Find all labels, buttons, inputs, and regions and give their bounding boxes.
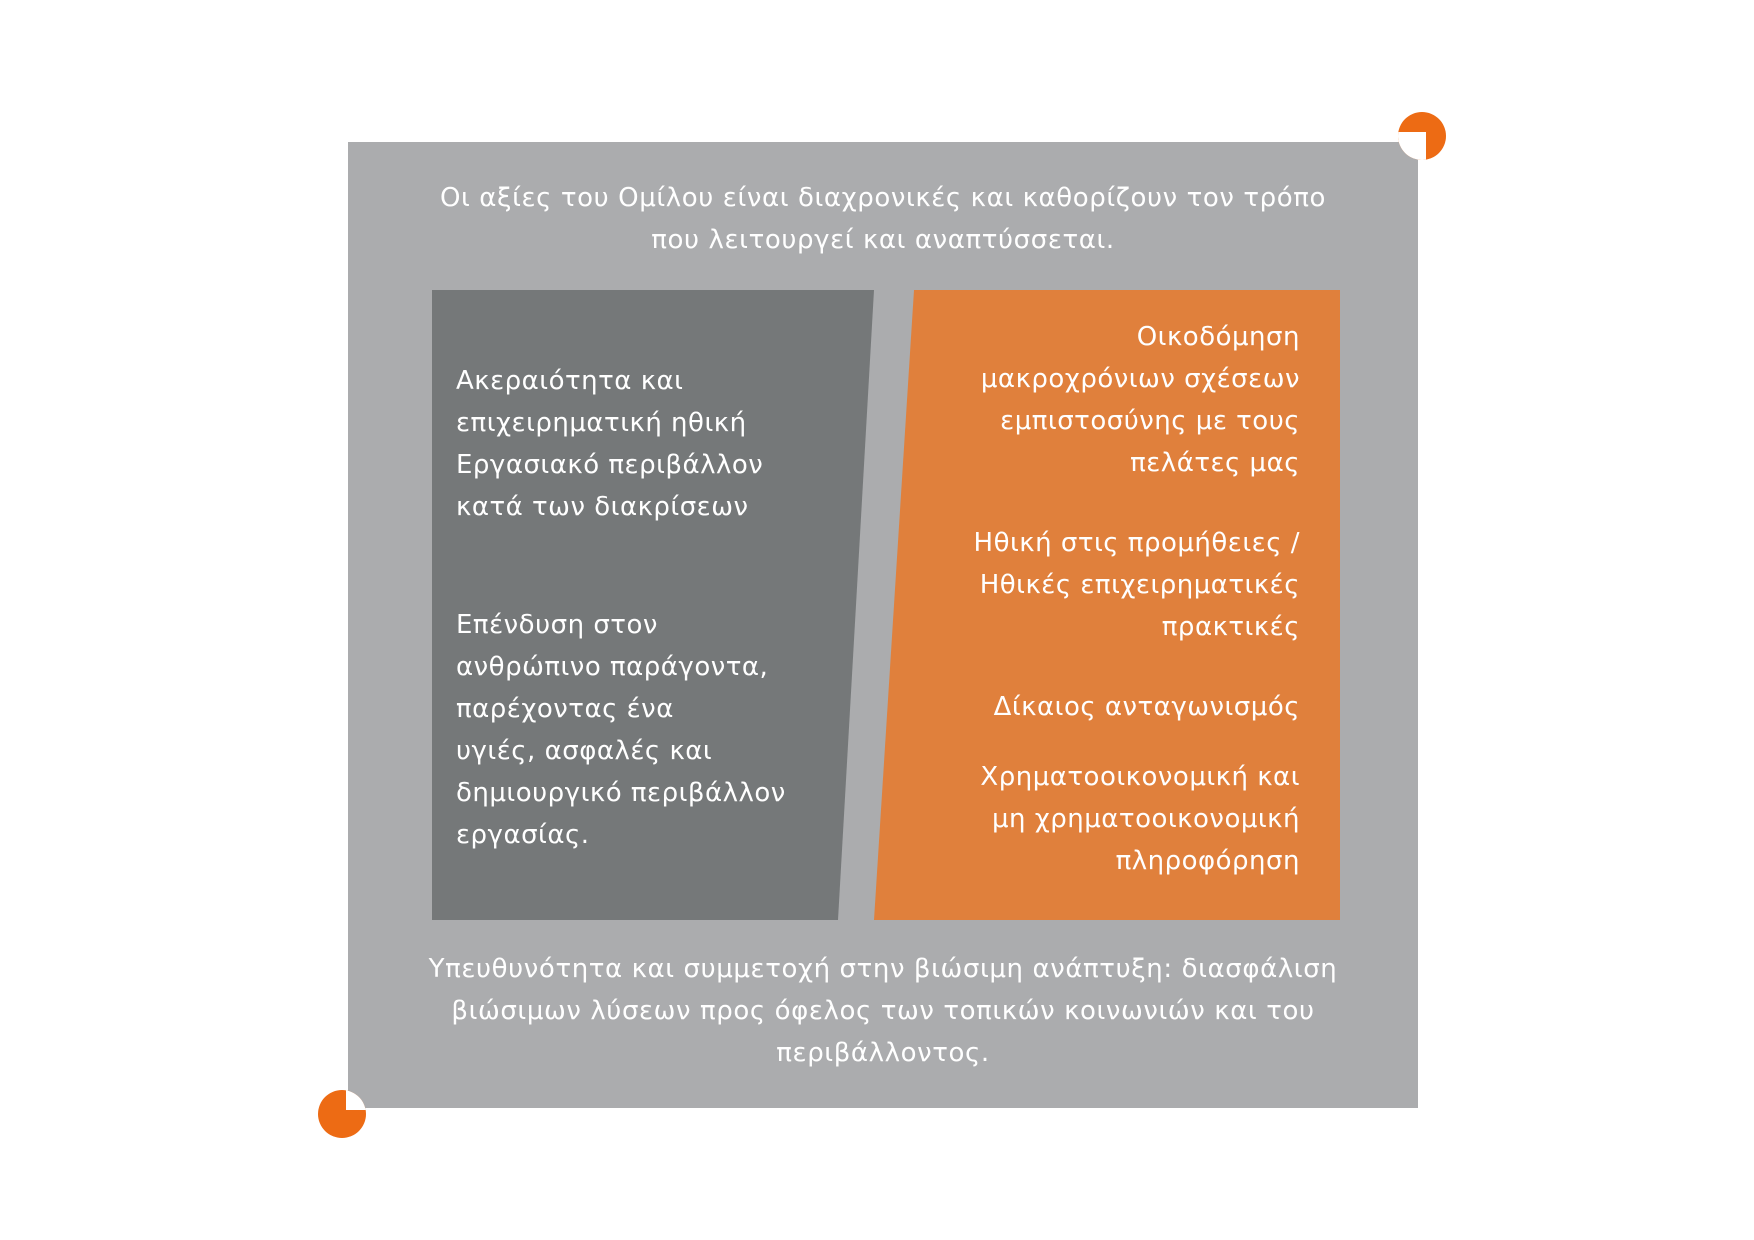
left-line: Εργασιακό περιβάλλον: [456, 450, 764, 480]
left-panel-text: [456, 360, 816, 856]
right-line: Χρηματοοικονομική και: [980, 762, 1300, 792]
left-line: υγιές, ασφαλές και: [456, 736, 713, 766]
left-line: δημιουργικό περιβάλλον: [456, 778, 786, 808]
left-line: κατά των διακρίσεων: [456, 492, 749, 522]
left-line: Επένδυση στον: [456, 610, 658, 640]
right-line: εμπιστοσύνης με τους: [1000, 406, 1300, 436]
right-block-competition: [960, 686, 1300, 728]
right-line: Ηθικές επιχειρηματικές: [979, 570, 1300, 600]
right-block-reporting: [960, 756, 1300, 882]
right-line: Ηθική στις προμήθειες /: [973, 528, 1300, 558]
right-line: Δίκαιος ανταγωνισμός: [993, 692, 1300, 722]
right-line: πληροφόρηση: [1115, 846, 1300, 876]
right-line: πρακτικές: [1161, 612, 1300, 642]
outro-text: Υπευθυνότητα και συμμετοχή στην βιώσιμη ανάπτυξη: διασφάλιση βιώσιμων λύσεων προς όφελος των τοπικών κοινωνιών και του περιβάλλοντος.: [428, 954, 1338, 1068]
right-panel-text: [960, 316, 1300, 882]
left-line: επιχειρηματική ηθική: [456, 408, 747, 438]
right-line: Οικοδόμηση: [1136, 322, 1300, 352]
right-line: μακροχρόνιων σχέσεων: [980, 364, 1300, 394]
left-block-integrity: [456, 360, 816, 528]
left-line: Ακεραιότητα και: [456, 366, 684, 396]
left-line: παρέχοντας ένα: [456, 694, 674, 724]
right-block-relationships: [960, 316, 1300, 484]
left-block-investment: [456, 604, 816, 856]
left-line: εργασίας.: [456, 820, 590, 850]
left-line: ανθρώπινο παράγοντα,: [456, 652, 769, 682]
right-line: μη χρηματοοικονομική: [991, 804, 1300, 834]
right-line: πελάτες μας: [1130, 448, 1300, 478]
right-block-ethics: [960, 522, 1300, 648]
intro-text: Οι αξίες του Ομίλου είναι διαχρονικές και καθορίζουν τον τρόπο που λειτουργεί και αναπτύσσεται.: [439, 183, 1327, 255]
